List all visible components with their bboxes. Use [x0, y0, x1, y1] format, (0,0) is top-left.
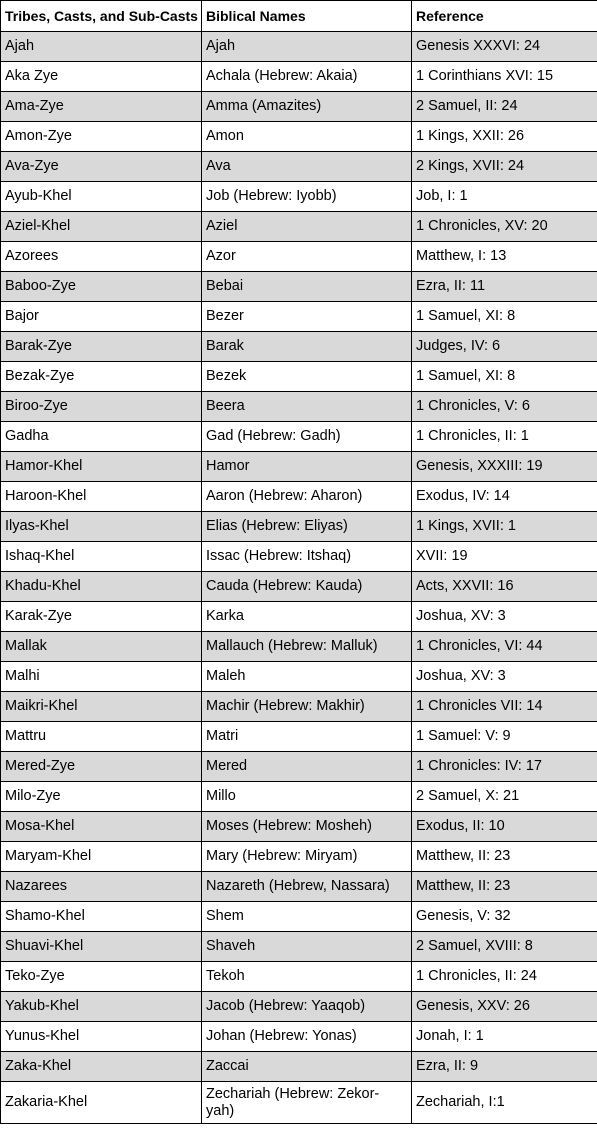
- cell-reference: 1 Kings, XVII: 1: [412, 512, 597, 542]
- cell-biblical-name: Beera: [202, 392, 412, 422]
- cell-tribe: Nazarees: [1, 872, 202, 902]
- cell-biblical-name: Elias (Hebrew: Eliyas): [202, 512, 412, 542]
- cell-tribe: Mattru: [1, 722, 202, 752]
- table-body: [1, 32, 597, 1124]
- cell-biblical-name: Zaccai: [202, 1052, 412, 1082]
- table-row: [1, 572, 597, 602]
- cell-biblical-name: Bebai: [202, 272, 412, 302]
- cell-reference: Exodus, IV: 14: [412, 482, 597, 512]
- cell-biblical-name: Johan (Hebrew: Yonas): [202, 1022, 412, 1052]
- table-row: [1, 932, 597, 962]
- table-row: [1, 722, 597, 752]
- table-row: [1, 542, 597, 572]
- cell-biblical-name: Cauda (Hebrew: Kauda): [202, 572, 412, 602]
- table-row: [1, 902, 597, 932]
- table-row: [1, 92, 597, 122]
- table-row: [1, 182, 597, 212]
- cell-tribe: Barak-Zye: [1, 332, 202, 362]
- table-row: [1, 662, 597, 692]
- cell-tribe: Mered-Zye: [1, 752, 202, 782]
- cell-tribe: Hamor-Khel: [1, 452, 202, 482]
- cell-tribe: Teko-Zye: [1, 962, 202, 992]
- table-row: [1, 422, 597, 452]
- cell-biblical-name: Mered: [202, 752, 412, 782]
- cell-tribe: Ayub-Khel: [1, 182, 202, 212]
- cell-reference: Ezra, II: 11: [412, 272, 597, 302]
- cell-reference: XVII: 19: [412, 542, 597, 572]
- table-row: [1, 272, 597, 302]
- table-row: [1, 812, 597, 842]
- cell-reference: Zechariah, I:1: [412, 1082, 597, 1124]
- cell-reference: Job, I: 1: [412, 182, 597, 212]
- cell-tribe: Biroo-Zye: [1, 392, 202, 422]
- cell-biblical-name: Aziel: [202, 212, 412, 242]
- cell-reference: 1 Chronicles VII: 14: [412, 692, 597, 722]
- cell-biblical-name: Tekoh: [202, 962, 412, 992]
- cell-reference: Matthew, II: 23: [412, 842, 597, 872]
- table-row: [1, 332, 597, 362]
- header-reference: Reference: [412, 1, 597, 32]
- table-row: [1, 842, 597, 872]
- cell-reference: 1 Chronicles, II: 1: [412, 422, 597, 452]
- table-row: [1, 872, 597, 902]
- cell-biblical-name: Bezek: [202, 362, 412, 392]
- cell-tribe: Ajah: [1, 32, 202, 62]
- cell-biblical-name: Jacob (Hebrew: Yaaqob): [202, 992, 412, 1022]
- cell-reference: Ezra, II: 9: [412, 1052, 597, 1082]
- cell-reference: Genesis, XXV: 26: [412, 992, 597, 1022]
- cell-reference: 1 Chronicles, II: 24: [412, 962, 597, 992]
- cell-biblical-name: Nazareth (Hebrew, Nassara): [202, 872, 412, 902]
- cell-reference: 1 Corinthians XVI: 15: [412, 62, 597, 92]
- table-row: [1, 1022, 597, 1052]
- cell-biblical-name: Moses (Hebrew: Mosheh): [202, 812, 412, 842]
- cell-tribe: Ilyas-Khel: [1, 512, 202, 542]
- cell-reference: Matthew, II: 23: [412, 872, 597, 902]
- cell-tribe: Aziel-Khel: [1, 212, 202, 242]
- cell-biblical-name: Job (Hebrew: Iyobb): [202, 182, 412, 212]
- cell-tribe: Zaka-Khel: [1, 1052, 202, 1082]
- cell-reference: Acts, XXVII: 16: [412, 572, 597, 602]
- cell-biblical-name: Mary (Hebrew: Miryam): [202, 842, 412, 872]
- table-row: [1, 692, 597, 722]
- table-row: [1, 1052, 597, 1082]
- cell-reference: Joshua, XV: 3: [412, 602, 597, 632]
- cell-biblical-name: Amon: [202, 122, 412, 152]
- cell-reference: 2 Samuel, X: 21: [412, 782, 597, 812]
- table-row: [1, 782, 597, 812]
- cell-tribe: Maikri-Khel: [1, 692, 202, 722]
- cell-biblical-name: Karka: [202, 602, 412, 632]
- cell-biblical-name: Gad (Hebrew: Gadh): [202, 422, 412, 452]
- cell-reference: Jonah, I: 1: [412, 1022, 597, 1052]
- cell-tribe: Karak-Zye: [1, 602, 202, 632]
- cell-reference: Judges, IV: 6: [412, 332, 597, 362]
- cell-reference: Joshua, XV: 3: [412, 662, 597, 692]
- cell-biblical-name: Maleh: [202, 662, 412, 692]
- cell-tribe: Yakub-Khel: [1, 992, 202, 1022]
- cell-biblical-name: Ajah: [202, 32, 412, 62]
- cell-reference: 1 Kings, XXII: 26: [412, 122, 597, 152]
- cell-biblical-name: Millo: [202, 782, 412, 812]
- cell-reference: 2 Kings, XVII: 24: [412, 152, 597, 182]
- cell-reference: Matthew, I: 13: [412, 242, 597, 272]
- cell-tribe: Baboo-Zye: [1, 272, 202, 302]
- table-row: [1, 32, 597, 62]
- cell-tribe: Bezak-Zye: [1, 362, 202, 392]
- cell-biblical-name: Aaron (Hebrew: Aharon): [202, 482, 412, 512]
- table-row: [1, 362, 597, 392]
- cell-reference: Genesis, V: 32: [412, 902, 597, 932]
- cell-tribe: Bajor: [1, 302, 202, 332]
- cell-tribe: Shamo-Khel: [1, 902, 202, 932]
- cell-biblical-name: Bezer: [202, 302, 412, 332]
- table-row: [1, 962, 597, 992]
- cell-biblical-name: Issac (Hebrew: Itshaq): [202, 542, 412, 572]
- cell-tribe: Yunus-Khel: [1, 1022, 202, 1052]
- cell-tribe: Mosa-Khel: [1, 812, 202, 842]
- cell-biblical-name: Ava: [202, 152, 412, 182]
- cell-reference: 1 Chronicles: IV: 17: [412, 752, 597, 782]
- cell-tribe: Haroon-Khel: [1, 482, 202, 512]
- cell-biblical-name: Shaveh: [202, 932, 412, 962]
- cell-reference: 1 Chronicles, VI: 44: [412, 632, 597, 662]
- cell-reference: Genesis, XXXIII: 19: [412, 452, 597, 482]
- cell-reference: 1 Samuel: V: 9: [412, 722, 597, 752]
- table-row: [1, 452, 597, 482]
- cell-tribe: Ama-Zye: [1, 92, 202, 122]
- cell-reference: 1 Chronicles, V: 6: [412, 392, 597, 422]
- cell-tribe: Shuavi-Khel: [1, 932, 202, 962]
- header-tribes: Tribes, Casts, and Sub-Casts: [1, 1, 202, 32]
- table-row: [1, 1082, 597, 1124]
- header-biblical-names: Biblical Names: [202, 1, 412, 32]
- cell-reference: 1 Samuel, XI: 8: [412, 302, 597, 332]
- cell-tribe: Ishaq-Khel: [1, 542, 202, 572]
- cell-reference: 2 Samuel, II: 24: [412, 92, 597, 122]
- table-row: [1, 752, 597, 782]
- cell-biblical-name: Shem: [202, 902, 412, 932]
- cell-biblical-name: Azor: [202, 242, 412, 272]
- table-row: [1, 512, 597, 542]
- table-row: [1, 992, 597, 1022]
- cell-reference: Exodus, II: 10: [412, 812, 597, 842]
- table-row: [1, 302, 597, 332]
- cell-reference: 2 Samuel, XVIII: 8: [412, 932, 597, 962]
- cell-tribe: Gadha: [1, 422, 202, 452]
- cell-tribe: Amon-Zye: [1, 122, 202, 152]
- table-row: [1, 122, 597, 152]
- cell-tribe: Khadu-Khel: [1, 572, 202, 602]
- cell-tribe: Ava-Zye: [1, 152, 202, 182]
- cell-tribe: Malhi: [1, 662, 202, 692]
- header-row: [1, 1, 597, 32]
- cell-biblical-name: Mallauch (Hebrew: Malluk): [202, 632, 412, 662]
- cell-biblical-name: Machir (Hebrew: Makhir): [202, 692, 412, 722]
- cell-biblical-name: Zechariah (Hebrew: Zekor-yah): [202, 1082, 412, 1124]
- cell-tribe: Maryam-Khel: [1, 842, 202, 872]
- cell-tribe: Mallak: [1, 632, 202, 662]
- cell-biblical-name: Achala (Hebrew: Akaia): [202, 62, 412, 92]
- table-row: [1, 392, 597, 422]
- cell-tribe: Milo-Zye: [1, 782, 202, 812]
- cell-biblical-name: Matri: [202, 722, 412, 752]
- table-row: [1, 482, 597, 512]
- table-row: [1, 602, 597, 632]
- table-row: [1, 62, 597, 92]
- table-row: [1, 242, 597, 272]
- cell-biblical-name: Barak: [202, 332, 412, 362]
- cell-tribe: Azorees: [1, 242, 202, 272]
- cell-biblical-name: Hamor: [202, 452, 412, 482]
- table-row: [1, 632, 597, 662]
- table-row: [1, 212, 597, 242]
- table-row: [1, 152, 597, 182]
- cell-biblical-name: Amma (Amazites): [202, 92, 412, 122]
- cell-reference: Genesis XXXVI: 24: [412, 32, 597, 62]
- cell-reference: 1 Samuel, XI: 8: [412, 362, 597, 392]
- cell-tribe: Aka Zye: [1, 62, 202, 92]
- cell-reference: 1 Chronicles, XV: 20: [412, 212, 597, 242]
- cell-tribe: Zakaria-Khel: [1, 1082, 202, 1124]
